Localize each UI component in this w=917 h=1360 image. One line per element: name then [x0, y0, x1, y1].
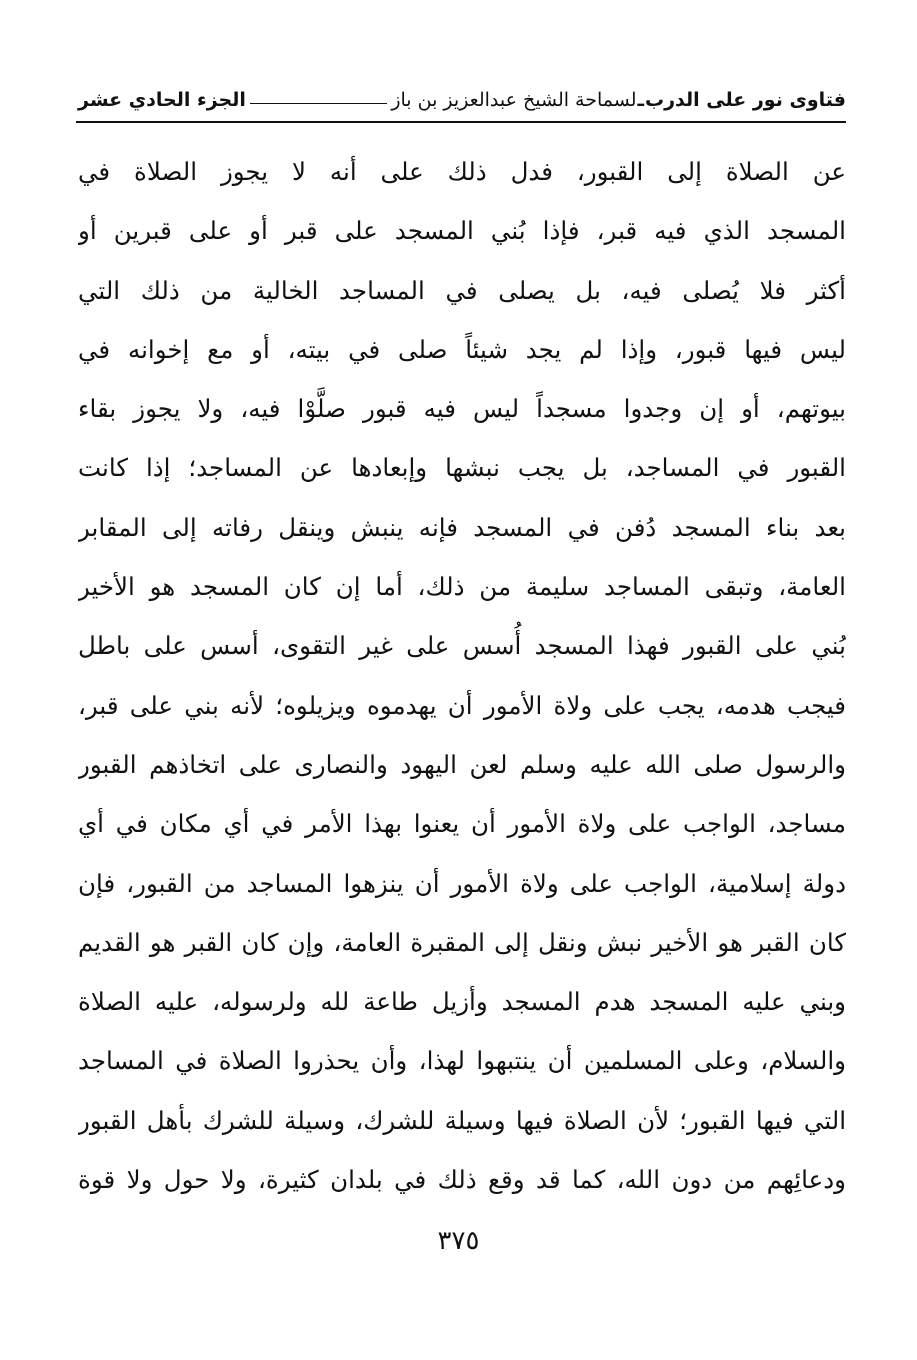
text-line: بيوتهم، أو إن وجدوا مسجداً ليس فيه قبور صلَّوْا فيه، ولا يجوز بقاء	[78, 394, 846, 424]
title-separator: ـ	[637, 89, 644, 111]
text-line: كان القبر هو الأخير نبش ونقل إلى المقبرة العامة، وإن كان القبر هو القديم	[78, 927, 846, 957]
text-line: العامة، وتبقى المساجد سليمة من ذلك، أما إن كان المسجد هو الأخير	[78, 572, 846, 602]
text-line: بُني على القبور فهذا المسجد أُسس على غير التقوى، أسس على باطل	[78, 631, 846, 661]
text-line: مساجد، الواجب على ولاة الأمور أن يعنوا بهذا الأمر في أي مكان في أي	[78, 809, 846, 839]
text-line: المسجد الذي فيه قبر، فإذا بُني المسجد على قبر أو على قبرين أو	[78, 216, 846, 246]
text-line: والرسول صلى الله عليه وسلم لعن اليهود والنصارى على اتخاذهم القبور	[78, 749, 846, 779]
text-line: بعد بناء المسجد دُفن في المسجد فإنه ينبش وينقل رفاته إلى المقابر	[78, 512, 846, 542]
text-line: التي فيها القبور؛ لأن الصلاة فيها وسيلة للشرك، وسيلة للشرك بأهل القبور	[78, 1105, 846, 1135]
text-line: ليس فيها قبور، وإذا لم يجد شيئاً صلى في بيته، أو مع إخوانه في	[78, 334, 846, 364]
page-number: ٣٧٥	[437, 1226, 480, 1256]
book-title: فتاوى نور على الدرب	[645, 89, 846, 111]
text-line: عن الصلاة إلى القبور، فدل ذلك على أنه لا يجوز الصلاة في	[78, 157, 846, 186]
author-credit: لسماحة الشيخ عبدالعزيز بن باز	[391, 89, 637, 111]
body-text	[78, 142, 846, 1209]
text-line: فيجب هدمه، يجب على ولاة الأمور أن يهدموه ويزيلوه؛ لأنه بني على قبر،	[78, 690, 846, 720]
text-line: ودعائِهم من دون الله، كما قد وقع ذلك في بلدان كثيرة، ولا حول ولا قوة	[78, 1165, 846, 1195]
header-rule	[76, 121, 846, 123]
text-line: أكثر فلا يُصلى فيه، بل يصلى في المساجد الخالية من ذلك التي	[78, 275, 846, 305]
text-line: القبور في المساجد، بل يجب نبشها وإبعادها عن المساجد؛ إذا كانت	[78, 453, 846, 483]
text-line: وبني عليه المسجد هدم المسجد وأزيل طاعة لله ولرسوله، عليه الصلاة	[78, 987, 846, 1017]
text-line: والسلام، وعلى المسلمين أن ينتبهوا لهذا، وأن يحذروا الصلاة في المساجد	[78, 1046, 846, 1076]
header-leader-line	[250, 103, 387, 104]
text-line: دولة إسلامية، الواجب على ولاة الأمور أن ينزهوا المساجد من القبور، فإن	[78, 868, 846, 898]
running-header	[78, 82, 846, 118]
volume-label: الجزء الحادي عشر	[78, 89, 246, 111]
